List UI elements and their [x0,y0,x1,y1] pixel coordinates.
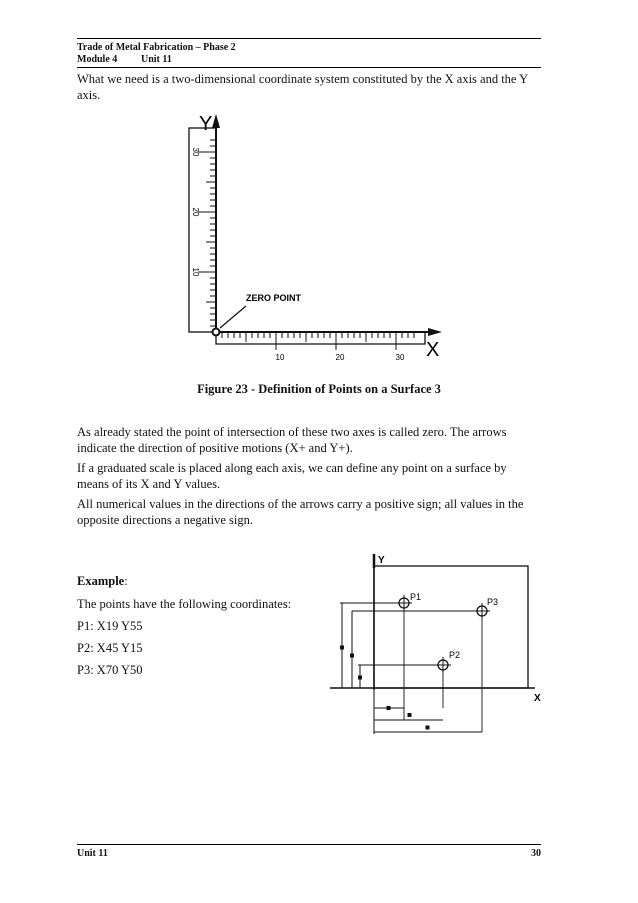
header-module: Module 4 [77,54,118,65]
figure1-x-label: X [426,339,440,361]
fig2-p3-label: P3 [487,597,499,607]
example-point-p1: P1: X19 Y55 [77,619,143,633]
example-point-p3: P3: X70 Y50 [77,663,143,677]
y-tick-10: 10 [191,267,200,277]
y-tick-20: 20 [191,207,200,217]
fig2-p2-label: P2 [449,650,461,660]
header-bottom-rule [77,67,541,68]
y-tick-30: 30 [191,147,200,157]
example-heading-text: Example [77,574,125,588]
paragraph-intersection: As already stated the point of intersection of these two axes is called zero. The arrows indicate the direction of positive motions (X+ and Y+). [77,425,507,455]
example-intro: The points have the following coordinates: [77,597,292,611]
figure-example-points [330,550,550,740]
x-arrow-head [428,328,442,336]
x-tick-10: 10 [275,353,285,362]
figure1-y-label: Y [199,113,213,135]
fig2-x-label: X [534,693,541,704]
x-tick-20: 20 [335,353,345,362]
example-heading-colon: : [124,574,128,588]
example-heading [77,573,128,589]
fig2-workpiece-rect [374,566,528,688]
header-top-rule [77,38,541,39]
y-arrow-head [212,114,220,128]
footer-rule [77,844,541,845]
footer-page-number: 30 [531,848,541,859]
header-unit: Unit 11 [141,54,172,65]
fig2-y-label: Y [378,555,385,566]
header-course: Trade of Metal Fabrication – Phase 2 [77,42,236,53]
figure-caption: Figure 23 - Definition of Points on a Surface 3 [197,382,441,396]
fig2-p1-label: P1 [410,592,422,602]
fig2-x-dimensions [374,688,482,734]
zero-point-label: ZERO POINT [246,293,302,303]
figure-coordinate-axes [180,108,460,368]
footer-unit: Unit 11 [77,848,108,859]
x-scale-box [216,332,425,344]
fig2-extension-lines [340,603,482,732]
intro-paragraph: What we need is a two-dimensional coordinate system constituted by the X axis and the Y axis. [77,72,528,102]
fig2-y-dimensions [340,603,370,688]
example-point-p2: P2: X45 Y15 [77,641,143,655]
zero-point-marker [213,329,220,336]
x-tick-30: 30 [395,353,405,362]
paragraph-graduated-scale: If a graduated scale is placed along each axis, we can define any point on a surface by means of its X and Y values. [77,461,507,491]
x-scale-ticks [222,332,414,350]
y-scale-ticks [198,140,216,326]
zero-point-leader [220,306,246,328]
paragraph-sign-convention: All numerical values in the directions of the arrows carry a positive sign; all values in the opposite directions a negative sign. [77,497,524,527]
